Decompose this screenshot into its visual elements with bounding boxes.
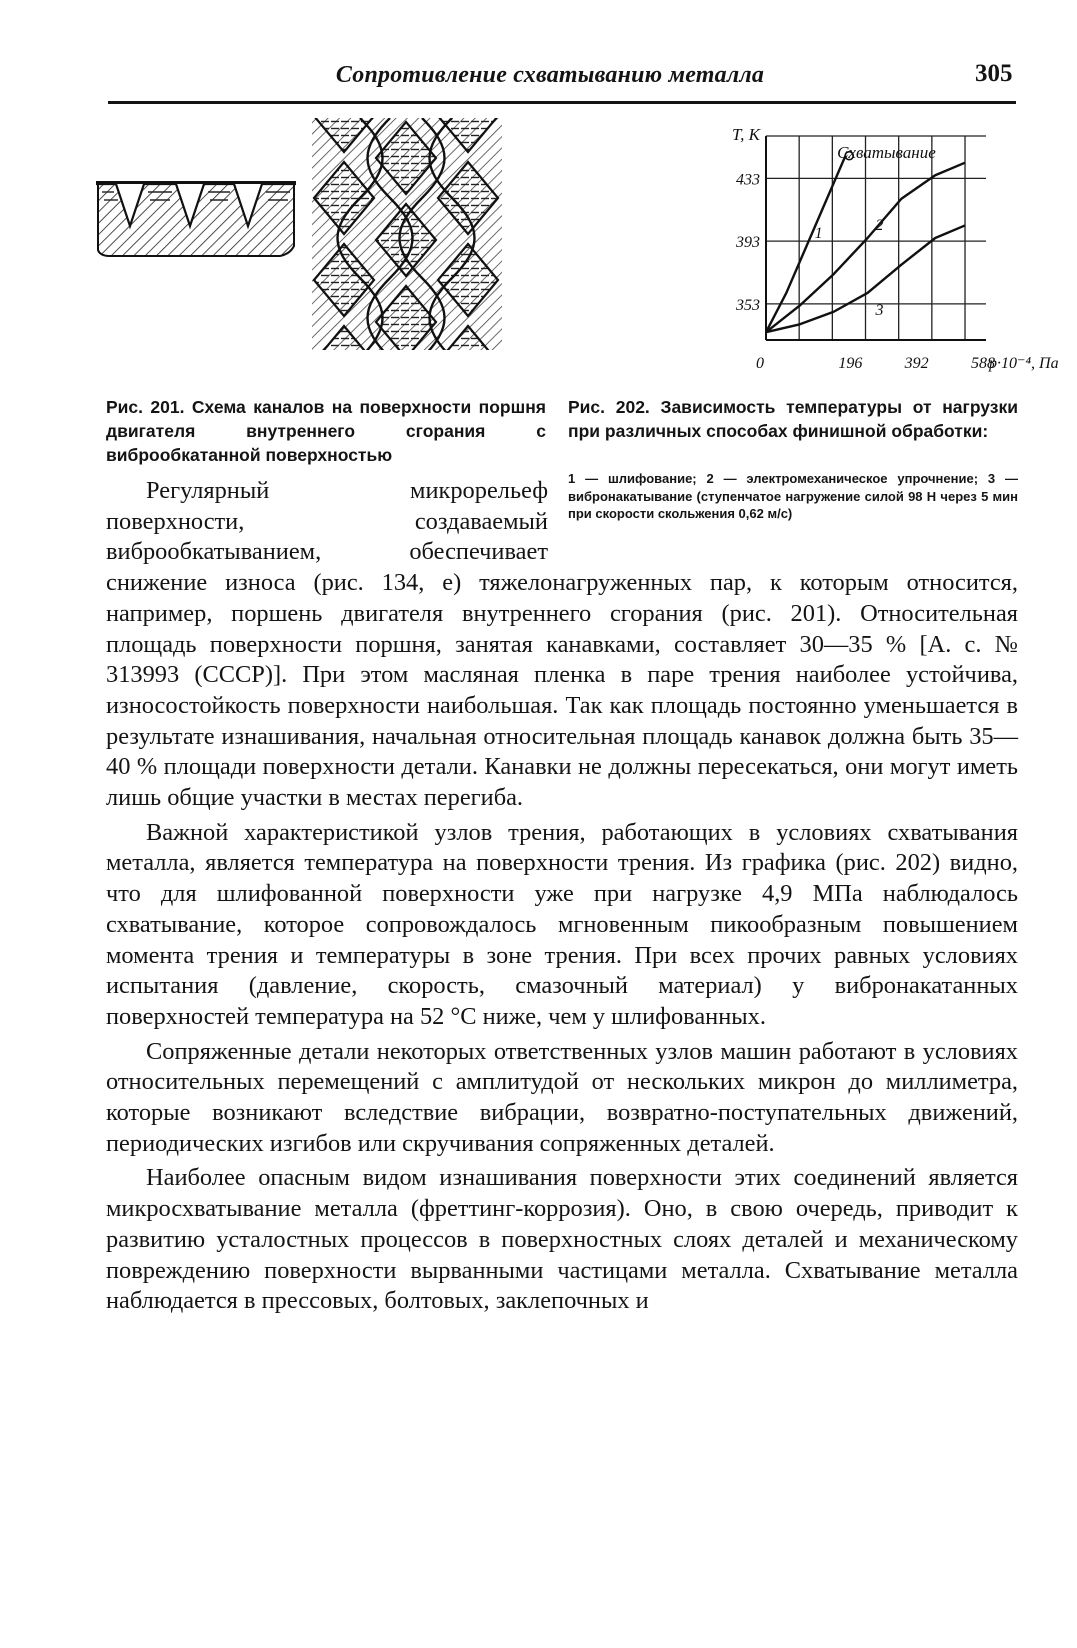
series-3-label: 3 (875, 301, 884, 319)
figure-202-chart (680, 118, 1059, 398)
series-1-label: 1 (814, 224, 823, 242)
y-tick-label: 393 (736, 234, 760, 252)
paragraph-2: Важной характеристикой узлов трения, работающих в условиях схватывания металла, является температура на поверхности трения. Из графика (рис. 202) видно, что для шлифованной поверхности уже при нагрузке 4,9 МПа наблюдалось схватывание, которое сопровождалось мгновенным пикообразным повышением момента трения и температуры в зоне трения. При всех прочих равных условиях испытания (давление, скорость, смазочный материал) у вибронакатанных поверхностей температура на 52 °С ниже, чем у шлифованных. (106, 818, 1018, 1030)
header-rule (108, 101, 1016, 104)
groove-cross-section (96, 182, 296, 256)
paragraph-4: Наиболее опасным видом изнашивания поверхности этих соединений является микросхватывание металла (фреттинг-коррозия). Оно, в свою очередь, приводит к развитию усталостных процессов в поверхностных слоях деталей и механическому повреждению поверхности вырванными частицами металла. Схватывание металла наблюдается в прессовых, болтовых, заклепочных и (106, 1164, 1018, 1315)
page-number: 305 (975, 60, 1013, 87)
x-tick-label: 588 (971, 355, 996, 372)
y-axis-label: T, K (731, 125, 760, 144)
series-2-label: 2 (875, 217, 884, 234)
caption-spacer (548, 470, 1018, 544)
x-tick-label: 392 (904, 355, 929, 372)
x-tick-label: 196 (838, 355, 863, 372)
channel-mesh (312, 80, 502, 398)
x-tick-label: 0 (756, 355, 764, 372)
y-tick-label: 353 (736, 296, 760, 314)
y-tick-label: 433 (736, 171, 760, 189)
figure-202-caption: Рис. 202. Зависимость температуры от нагрузки при различных способах финишной обработки: (568, 397, 1018, 441)
figure-201-caption: Рис. 201. Схема каналов на поверхности поршня двигателя внутреннего сгорания с виброобкатанной поверхностью (106, 397, 546, 465)
body-text (106, 470, 1018, 1317)
x-axis-label: p·10⁻⁴, Па (989, 355, 1059, 372)
paragraph-1: Регулярный микрорельеф поверхности, создаваемый виброобкатыванием, обеспечивает снижение износа (рис. 134, е) тяжелонагруженных пар, к которым относится, например, поршень двигателя внутреннего сгорания (рис. 201). Относительная площадь поверхности поршня, занятая канавками, составляет 30—35 % [А. с. № 313993 (СССР)]. При этом масляная пленка в паре трения наиболее устойчива, износостойкость поверхности наибольшая. Так как площадь постоянно уменьшается в результате изнашивания, начальная относительная площадь канавок должна быть 35—40 % площади поверхности детали. Канавки не должны пересекаться, они могут иметь лишь общие участки в местах перегиба. (106, 477, 1018, 812)
chart-labels (732, 125, 1059, 372)
running-title: Сопротивление схватыванию металла (335, 62, 765, 88)
paragraph-3: Сопряженные детали некоторых ответственных узлов машин работают в условиях относительных перемещений с амплитудой от нескольких микрон до миллиметра, которые возникают вследствие вибрации, возвратно-поступательных движений, периодических изгибов или скручивания сопряженных деталей. (106, 1037, 1018, 1157)
figure-201-drawing (90, 118, 520, 370)
figure-202-legend: 1 — шлифование; 2 — электромеханическое упрочнение; 3 — вибронакатывание (ступенчатое нагружение силой 98 Н через 5 мин при скорости скольжения 0,62 м/с) (568, 471, 1018, 521)
annotation-label: Схватывание (837, 143, 936, 162)
